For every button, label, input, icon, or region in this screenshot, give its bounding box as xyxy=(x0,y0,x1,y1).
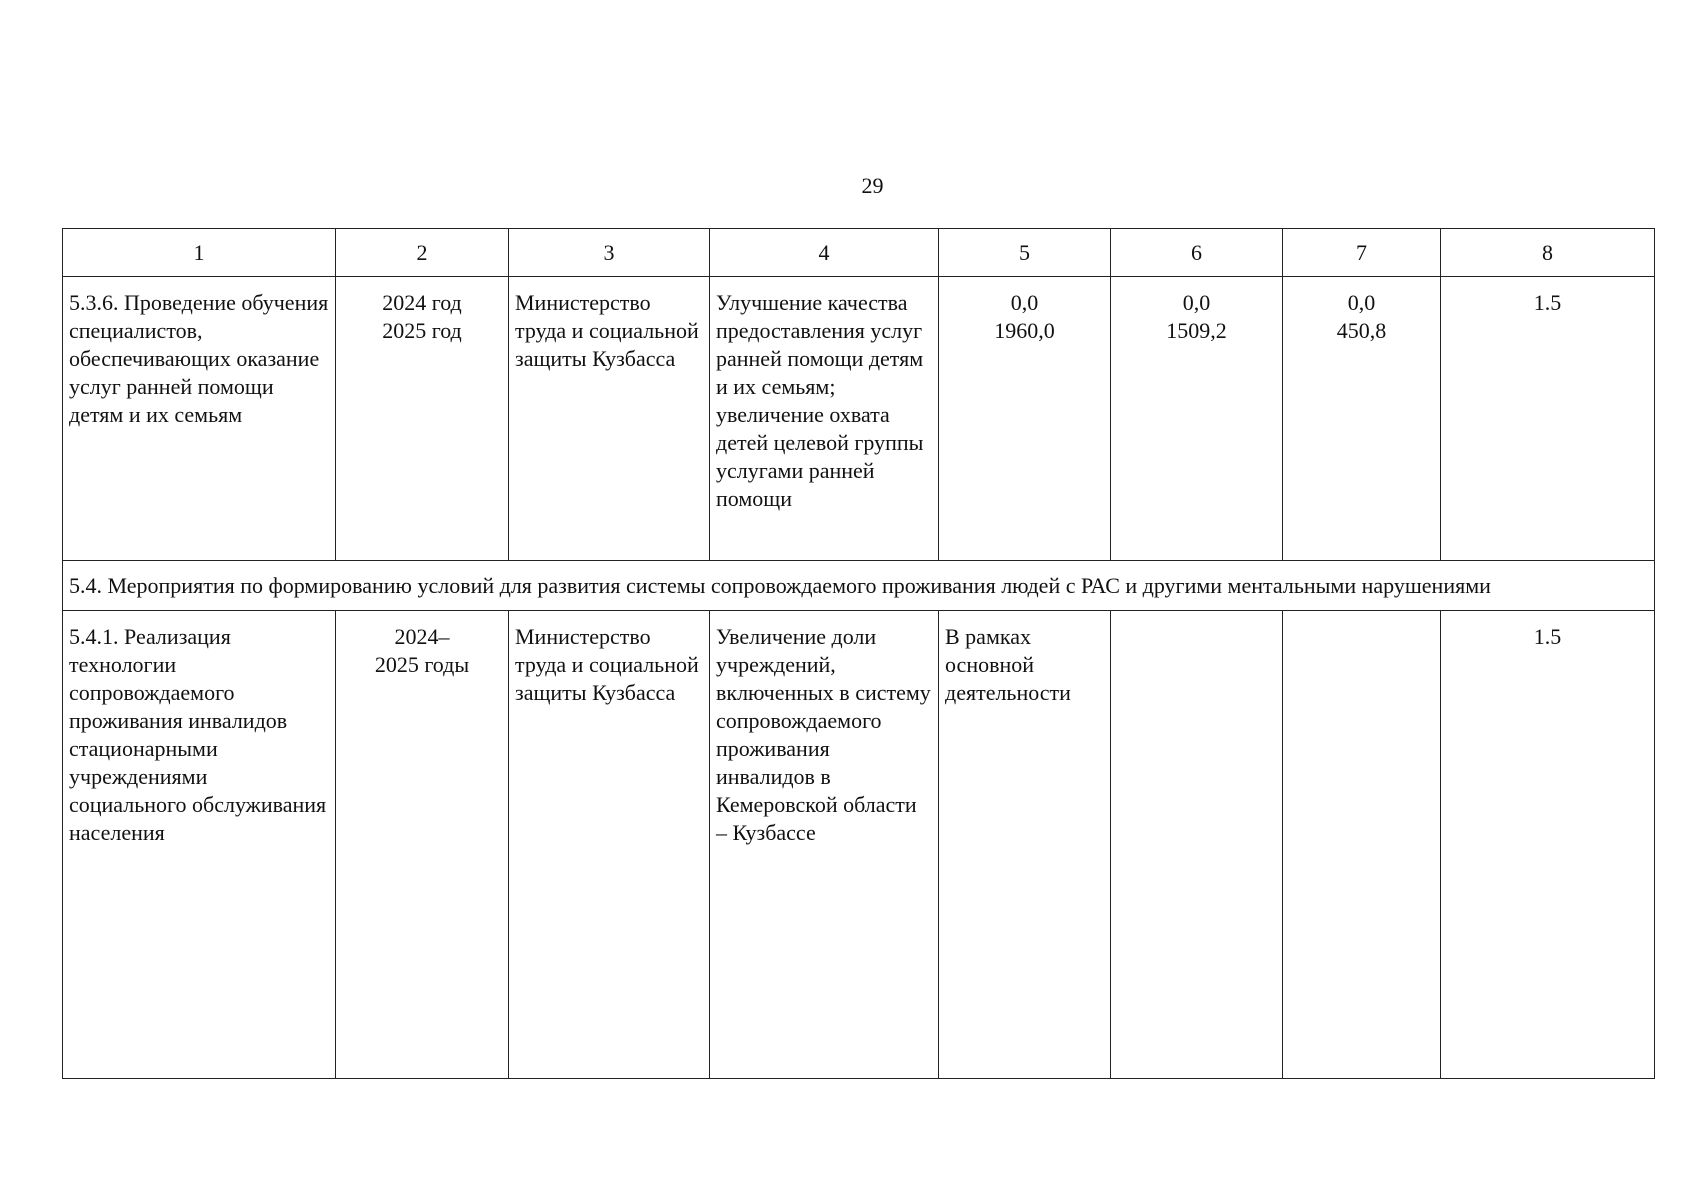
funding-value: 1960,0 xyxy=(994,318,1055,343)
period-line: 2024 год xyxy=(382,290,462,315)
table-row xyxy=(63,277,1655,561)
header-cell-1: 1 xyxy=(63,229,336,277)
funding-value: 0,0 xyxy=(1010,290,1039,315)
funding-source-cell xyxy=(1111,277,1283,561)
indicator-ref-cell: 1.5 xyxy=(1441,611,1655,1079)
expected-result-cell: Увеличение доли учреждений, включенных в систему сопровождаемого проживания инвалидов в Кемеровской области – Кузбассе xyxy=(710,611,939,1079)
header-cell-8: 8 xyxy=(1441,229,1655,277)
funding-value: 450,8 xyxy=(1336,318,1387,343)
expected-result-cell: Улучшение качества предоставления услуг ранней помощи детям и их семьям; увеличение охвата детей целевой группы услугами ранней помощи xyxy=(710,277,939,561)
section-heading: 5.4. Мероприятия по формированию условий для развития системы сопровождаемого проживания людей с РАС и другими ментальными нарушениями xyxy=(63,561,1655,611)
period-line: 2025 год xyxy=(382,318,462,343)
executor-cell: Министерство труда и социальной защиты Кузбасса xyxy=(509,277,710,561)
indicator-ref-cell: 1.5 xyxy=(1441,277,1655,561)
period-cell xyxy=(336,611,509,1079)
header-cell-4: 4 xyxy=(710,229,939,277)
funding-value: 0,0 xyxy=(1347,290,1376,315)
funding-total-cell: В рамках основной деятельности xyxy=(939,611,1111,1079)
funding-value: 0,0 xyxy=(1182,290,1211,315)
table-row xyxy=(63,611,1655,1079)
header-cell-5: 5 xyxy=(939,229,1111,277)
header-cell-3: 3 xyxy=(509,229,710,277)
section-heading-row xyxy=(63,561,1655,611)
table-header-row xyxy=(63,229,1655,277)
page-number: 29 xyxy=(861,173,884,198)
activity-name-cell: 5.3.6. Проведение обучения специалистов, обеспечивающих оказание услуг ранней помощи детям и их семьям xyxy=(63,277,336,561)
funding-total-cell xyxy=(939,277,1111,561)
header-cell-7: 7 xyxy=(1283,229,1441,277)
executor-cell: Министерство труда и социальной защиты Кузбасса xyxy=(509,611,710,1079)
header-cell-2: 2 xyxy=(336,229,509,277)
funding-value: 1509,2 xyxy=(1166,318,1227,343)
program-table xyxy=(62,228,1655,1079)
period-line: 2024– xyxy=(394,624,450,649)
funding-source-cell xyxy=(1111,611,1283,1079)
header-cell-6: 6 xyxy=(1111,229,1283,277)
funding-source-cell xyxy=(1283,611,1441,1079)
period-line: 2025 годы xyxy=(374,652,470,677)
period-cell xyxy=(336,277,509,561)
funding-source-cell xyxy=(1283,277,1441,561)
activity-name-cell: 5.4.1. Реализация технологии сопровождаемого проживания инвалидов стационарными учреждениями социального обслуживания населения xyxy=(63,611,336,1079)
